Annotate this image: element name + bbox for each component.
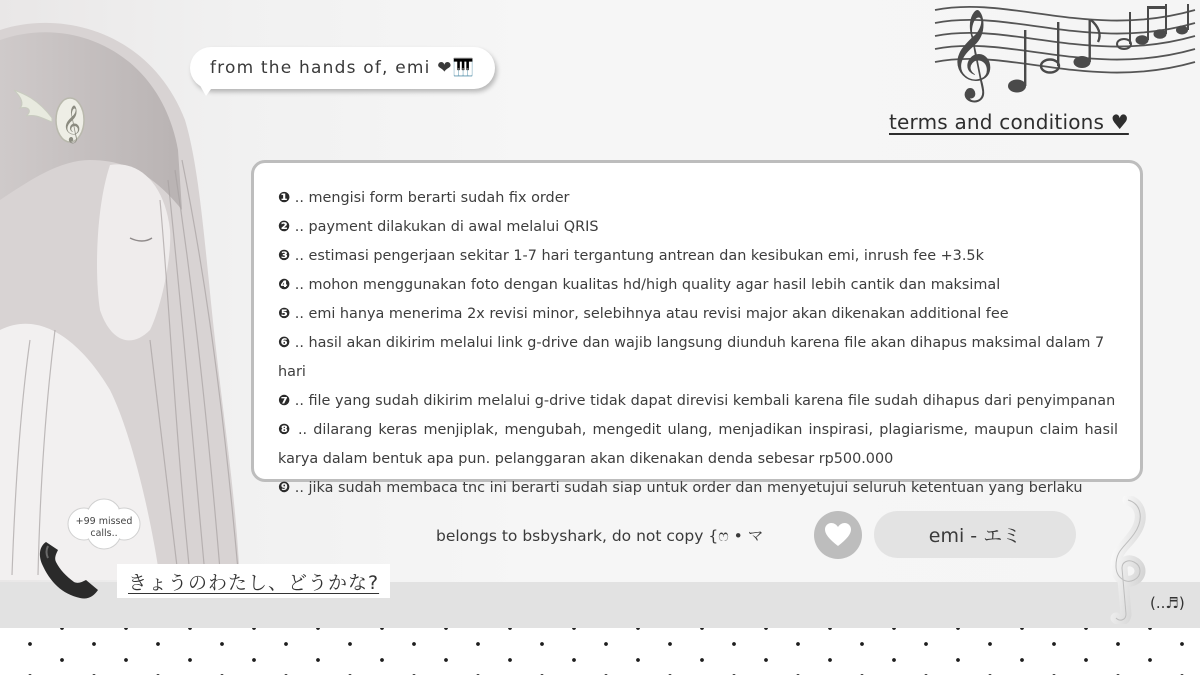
polka-dot-border-offset	[0, 628, 1200, 675]
author-bubble-text: from the hands of, emi ❤🎹	[209, 58, 476, 78]
rule-number: ❹	[278, 277, 291, 293]
japanese-caption-text: きょうのわたし、どうかな?	[128, 571, 380, 594]
rule-7	[278, 387, 1118, 416]
rule-number: ❼	[278, 393, 291, 409]
rule-text: .. emi hanya menerima 2x revisi minor, selebihnya atau revisi major akan dikenakan additional fee	[294, 306, 1009, 322]
rule-text: .. mohon menggunakan foto dengan kualitas hd/high quality agar hasil lebih cantik dan maksimal	[294, 277, 1001, 293]
rule-number: ❺	[278, 306, 291, 322]
name-pill	[874, 511, 1076, 558]
copyright-note: belongs to bsbyshark, do not copy {ෆ • マ	[436, 527, 764, 545]
rule-2	[278, 213, 1118, 242]
terms-box	[251, 160, 1143, 496]
heart-button[interactable]	[814, 511, 862, 559]
rule-4	[278, 271, 1118, 300]
rule-text: .. payment dilakukan di awal melalui QRIS	[294, 219, 599, 235]
rule-text: .. dilarang keras menjiplak, mengubah, mengedit ulang, menjadikan inspirasi, plagiarisme, maupun claim hasil karya dalam bentuk apa pun. pelanggaran akan dikenakan denda sebesar rp500.000	[278, 422, 1118, 467]
rule-text: .. hasil akan dikirim melalui link g-drive dan wajib langsung diunduh karena file akan dihapus maksimal dalam 7 hari	[278, 335, 1105, 380]
rule-number: ❾	[278, 480, 291, 496]
rule-8	[278, 416, 1118, 474]
wing-clef-icon	[12, 78, 92, 156]
music-staff-icon	[930, 0, 1200, 110]
rule-3	[278, 242, 1118, 271]
author-bubble	[190, 47, 495, 89]
rule-text: .. file yang sudah dikirim melalui g-drive tidak dapat direvisi kembali karena file sudah dihapus dari penyimpanan	[294, 393, 1116, 409]
rule-number: ❻	[278, 335, 291, 351]
phone-icon	[36, 536, 102, 602]
missed-calls-text: +99 missed calls..	[75, 516, 133, 539]
rule-text: .. estimasi pengerjaan sekitar 1-7 hari tergantung antrean dan kesibukan emi, inrush fee +3.5k	[294, 248, 984, 264]
rule-5	[278, 300, 1118, 329]
svg-text:𝄞: 𝄞	[62, 104, 81, 142]
tnc-title: terms and conditions ♥	[889, 110, 1129, 134]
rule-number: ❸	[278, 248, 291, 264]
heart-icon	[825, 523, 851, 547]
name-pill-text: emi - エミ	[928, 525, 1022, 547]
svg-text:𝄞: 𝄞	[948, 9, 995, 99]
rule-1	[278, 184, 1118, 213]
rule-number: ❷	[278, 219, 291, 235]
corner-note: (..♬)	[1150, 594, 1185, 612]
rule-number: ❽	[278, 422, 292, 438]
japanese-caption	[117, 564, 390, 598]
rule-6	[278, 329, 1118, 387]
rule-9	[278, 474, 1118, 503]
bubble-tail	[198, 82, 216, 96]
rule-number: ❶	[278, 190, 291, 206]
rule-text: .. jika sudah membaca tnc ini berarti sudah siap untuk order dan menyetujui seluruh ketentuan yang berlaku	[294, 480, 1083, 496]
rule-text: .. mengisi form berarti sudah fix order	[294, 190, 570, 206]
